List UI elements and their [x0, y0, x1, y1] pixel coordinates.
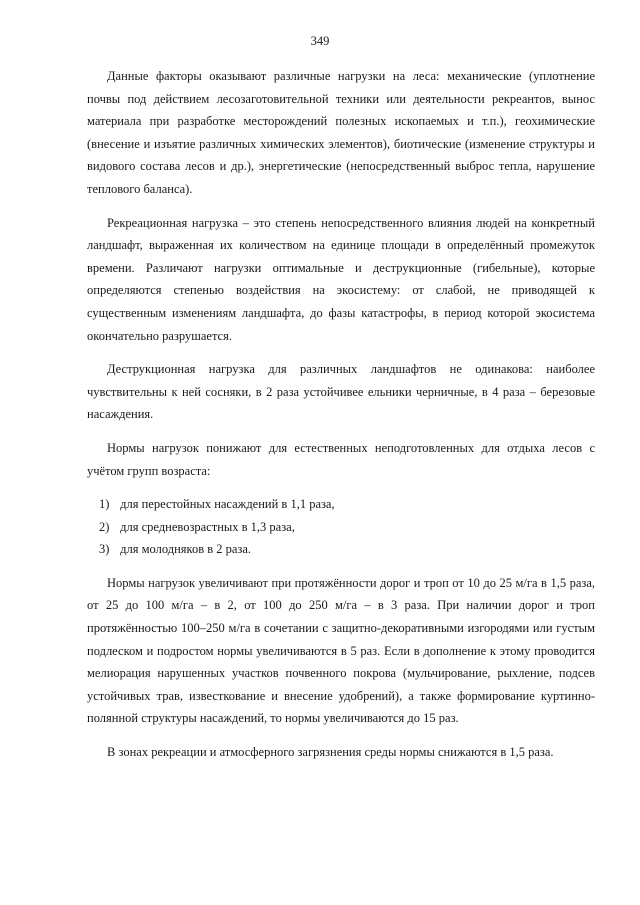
paragraph-load-norms-decrease: Нормы нагрузок понижают для естественных неподготовленных для отдыха лесов с учётом групп возраста:	[87, 440, 595, 478]
paragraph-destructive-load: Деструкционная нагрузка для различных ландшафтов не одинакова: наиболее чувствительны к ней сосняки, в 2 раза устойчивее ельники черничные, в 4 раза – березовые насаждения.	[87, 362, 595, 422]
page-number: 349	[310, 34, 330, 48]
paragraph-load-factors: Данные факторы оказывают различные нагрузки на леса: механические (уплотнение почвы под действием лесозаготовительной техники или деятельности рекреантов, вынос материала при разработке месторождений полезных ископаемых и т.п.), геохимические (внесение и изъятие различных химических элементов), биотические (изменение структуры и видового состава лесов и др.), энергетические (непосредственный выброс тепла, нарушение теплового баланса).	[87, 69, 595, 196]
age-group-list	[87, 493, 595, 561]
paragraph-load-norms-increase: Нормы нагрузок увеличивают при протяжённости дорог и троп от 10 до 25 м/га в 1,5 раза, от 25 до 100 м/га – в 2, от 100 до 250 м/га – в 3 раза. При наличии дорог и троп протяжённостью 100–250 м/га в сочетании с защитно-декоративными изгородями или густым подлеском и подростом нормы увеличиваются в 5 раз. Если в дополнение к этому проводится мелиорация нарушенных участков почвенного покрова (мульчирование, рыхление, подсев устойчивых трав, известкование и внесение удобрений), а также формирование куртинно-полянной структуры насаждений, то нормы увеличиваются до 15 раз.	[87, 575, 595, 726]
list-item	[87, 493, 595, 516]
paragraph-pollution-zones: В зонах рекреации и атмосферного загрязнения среды нормы снижаются в 1,5 раза.	[107, 745, 554, 760]
list-item-number: 2)	[99, 519, 110, 534]
list-item-number: 1)	[99, 497, 110, 512]
list-item-text: для средневозрастных в 1,3 раза,	[120, 519, 295, 534]
list-item	[87, 516, 595, 539]
page-content	[87, 65, 595, 775]
list-item-text: для молодняков в 2 раза.	[120, 542, 252, 557]
list-item-text: для перестойных насаждений в 1,1 раза,	[120, 497, 335, 512]
list-item-number: 3)	[99, 542, 110, 557]
paragraph-recreational-load: Рекреационная нагрузка – это степень непосредственного влияния людей на конкретный ландшафт, выраженная их количеством на единице площади в определённый промежуток времени. Различают нагрузки оптимальные и деструкционные (гибельные), которые определяются степенью воздействия на экосистему: от слабой, не приводящей к существенным изменениям ландшафта, до фазы катастрофы, в период которой экосистема окончательно разрушается.	[87, 215, 595, 343]
list-item	[87, 538, 595, 561]
